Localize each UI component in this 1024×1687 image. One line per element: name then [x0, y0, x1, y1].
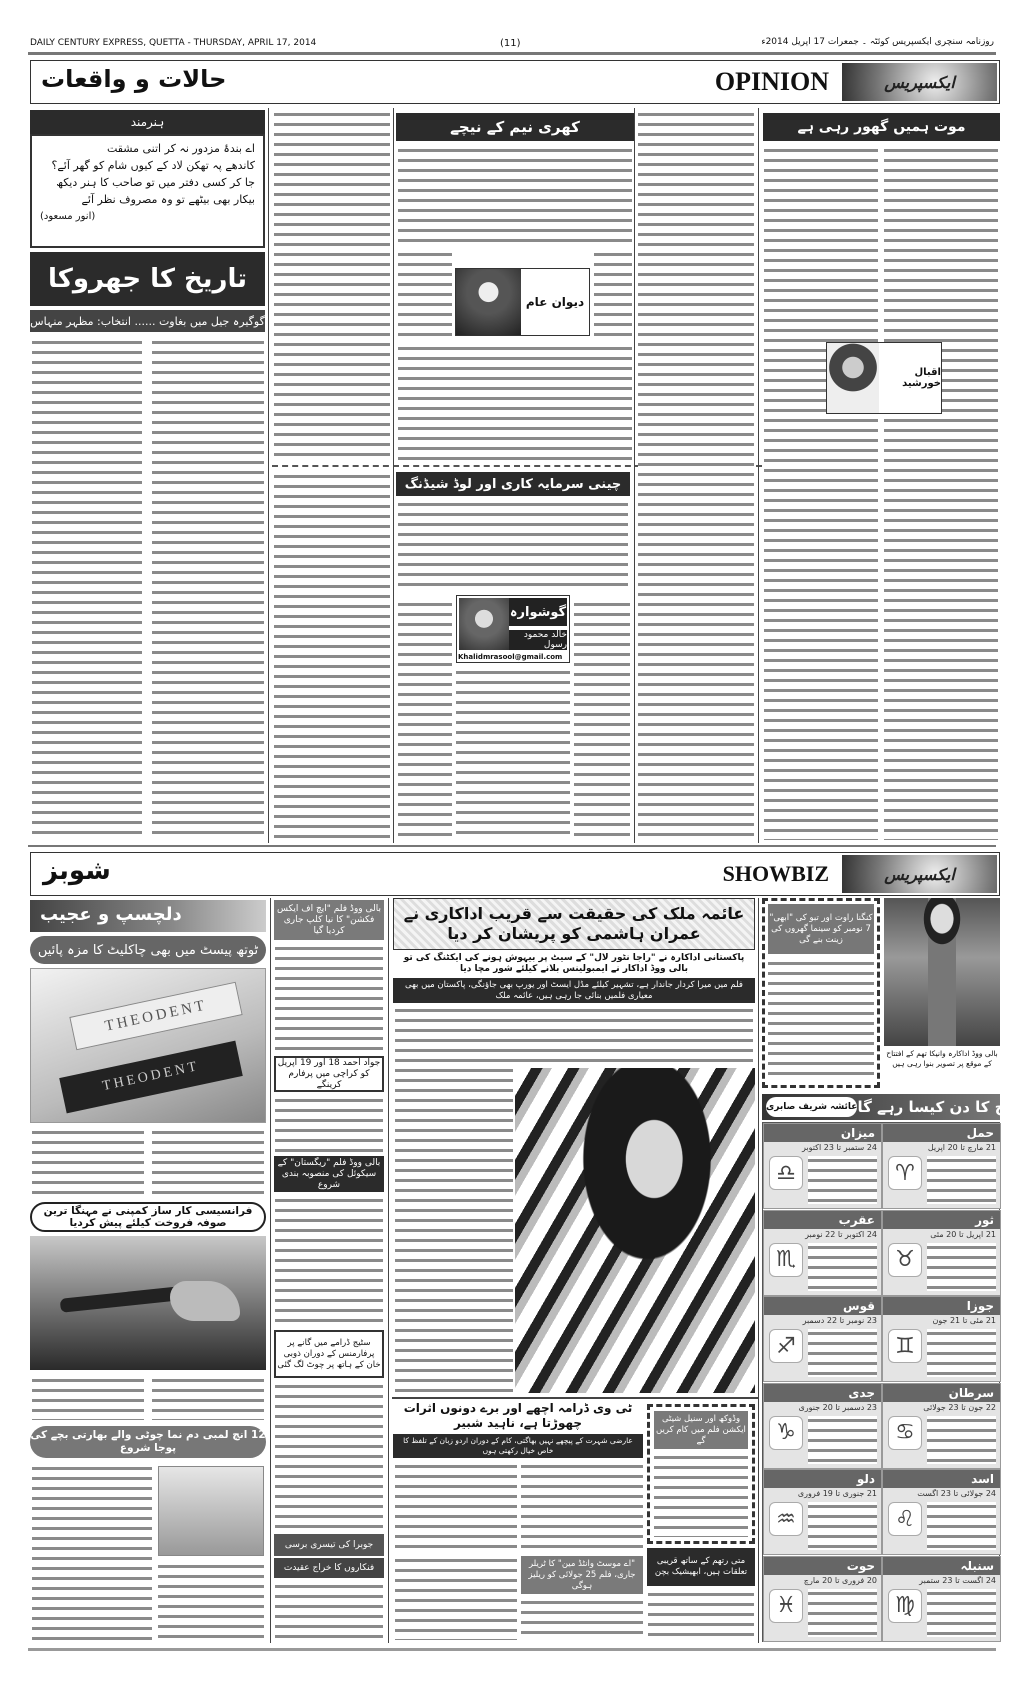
columnist-name: خالد محمود رسول	[509, 630, 567, 650]
poem-box	[30, 134, 265, 248]
article-text	[275, 1582, 383, 1640]
horoscope-sign-left	[763, 1469, 882, 1555]
sign-dates: 24 اگست تا 23 ستمبر	[919, 1575, 996, 1585]
sign-name: جوزا	[883, 1297, 1000, 1315]
sofa-image	[30, 1236, 266, 1370]
sign-text	[808, 1156, 877, 1204]
history-title: تاریخ کا جھروکا	[30, 252, 265, 306]
sign-name: سنبلہ	[883, 1557, 1000, 1575]
article-text	[275, 1096, 383, 1152]
article-text	[152, 1376, 264, 1420]
sub-headline: پاکستانی اداکارہ نے "راجا نٹور لال" کے سیٹ پر بیہوش ہونے کی ایکٹنگ کی تو بالی ووڈ اداکار نے ایمبولینس بلانے کیلئے شور مچا دیا	[403, 953, 745, 974]
article-text	[654, 1453, 748, 1537]
section-title-urdu: شوبز	[43, 856, 111, 886]
news-box	[762, 898, 880, 1088]
sign-name: قوس	[764, 1297, 881, 1315]
opinion-masthead	[30, 60, 1000, 104]
product-label: THEODENT	[69, 982, 242, 1051]
news-headline: فنکاروں کا خراج عقیدت	[274, 1558, 384, 1578]
horoscope-sign-right	[882, 1383, 1001, 1469]
headline: 12 انچ لمبی دم نما چوٹی والے بھارتی بچے کی پوجا شروع	[30, 1426, 266, 1458]
sign-dates: 24 ستمبر تا 23 اکتوبر	[801, 1143, 877, 1152]
columnist-box	[456, 595, 570, 663]
horoscope-sign-right	[882, 1210, 1001, 1296]
column-name: گوشوارہ	[509, 598, 567, 626]
columnist-photo	[459, 598, 509, 650]
product-label: THEODENT	[59, 1041, 243, 1114]
poem-line: اے بندۂ مزدور نہ کر اتنی مشقت	[106, 142, 255, 155]
sign-dates: 23 نومبر تا 22 دسمبر	[802, 1316, 877, 1325]
zodiac-icon: ♈	[888, 1156, 922, 1190]
article-text	[275, 1382, 383, 1528]
horoscope-grid	[762, 1122, 1000, 1642]
column-rule	[758, 108, 759, 843]
article-text	[152, 1128, 264, 1194]
article-text	[395, 1066, 513, 1392]
horoscope-sign-left	[763, 1383, 882, 1469]
columnist-box	[826, 342, 942, 414]
poem-line: کاندھے پہ تھکن لاد کے کیوں شام کو گھر آئے؟	[51, 159, 255, 172]
article-text	[32, 338, 142, 838]
columnist-name: اقبال خورشید	[902, 367, 941, 389]
headline: چینی سرمایہ کاری اور لوڈ شیڈنگ	[396, 472, 630, 496]
news-headline: کنگنا راوت اور تبو کی "ابھی" 7 نومبر کو سینما گھروں کی زینت بنے گی	[768, 904, 874, 954]
article-text	[158, 1562, 264, 1640]
horoscope-sign-right	[882, 1296, 1001, 1382]
article-text	[638, 110, 754, 840]
zodiac-icon: ♑	[769, 1416, 803, 1450]
sign-text	[808, 1589, 877, 1637]
column-rule	[268, 108, 269, 843]
article-text	[275, 944, 383, 1052]
poem-line: جا کر کسی دفتر میں تو صاحب کا ہنر دیکھ	[56, 176, 255, 189]
columnist-box	[455, 268, 590, 336]
article-text	[456, 668, 570, 840]
sign-text	[808, 1416, 877, 1464]
column-rule	[393, 108, 394, 843]
sign-name: ثور	[883, 1211, 1000, 1229]
horoscope-sign-right	[882, 1123, 1001, 1209]
sign-text	[927, 1416, 996, 1464]
news-headline: بالی ووڈ فلم "ریگستان" کے سیکوئل کی منصوبہ بندی شروع	[274, 1156, 384, 1192]
sign-name: دلو	[764, 1470, 881, 1488]
horoscope-sign-right	[882, 1556, 1001, 1642]
article-text	[32, 1376, 144, 1420]
horoscope-sign-left	[763, 1296, 882, 1382]
sign-name: حمل	[883, 1124, 1000, 1142]
zodiac-icon: ♍	[888, 1589, 922, 1623]
article-text	[648, 1590, 754, 1640]
headline: ٹی وی ڈرامہ اچھے اور برے دونوں اثرات چھوڑتا ہے، ناہید شبیر	[403, 1401, 633, 1430]
columnist-photo	[827, 343, 879, 413]
poem-line: بیکار بھی بیٹھے تو وہ مصروف نظر آئے	[81, 193, 255, 206]
article-text	[521, 1462, 643, 1550]
news-headline: وڈوکھ اور سنیل شیٹی ایکشن فلم میں کام کریں گے	[654, 1411, 748, 1449]
section-title-en: SHOWBIZ	[722, 861, 829, 886]
zodiac-icon: ♓	[769, 1589, 803, 1623]
article-text	[884, 146, 998, 840]
sign-text	[927, 1589, 996, 1637]
sign-name: سرطان	[883, 1384, 1000, 1402]
dateline-urdu: روزنامہ سنچری ایکسپریس کوئٹہ ۔ جمعرات 17 اپریل 2014ء	[761, 37, 994, 47]
sign-text	[808, 1502, 877, 1550]
zodiac-icon: ♎	[769, 1156, 803, 1190]
sign-name: میزان	[764, 1124, 881, 1142]
columnist-photo	[456, 269, 521, 335]
page-number: (11)	[500, 38, 521, 49]
headline: کھری نیم کے نیچے	[396, 113, 634, 141]
sign-dates: 24 اکتوبر تا 22 نومبر	[805, 1229, 877, 1239]
headline: فرانسیسی کار ساز کمپنی نے مہنگا ترین صوفہ فروخت کیلئے پیش کردیا	[30, 1202, 266, 1232]
sign-text	[808, 1243, 877, 1291]
column-rule	[634, 108, 635, 843]
article-text	[398, 344, 632, 460]
horoscope-sign-left	[763, 1123, 882, 1209]
article-text	[574, 600, 630, 840]
banner: دلچسپ و عجیب	[30, 900, 266, 932]
news-headline: جوبرا کی تیسری برسی	[274, 1534, 384, 1556]
article-text	[152, 338, 264, 838]
sofa-shape	[170, 1281, 240, 1321]
sign-dates: 20 فروری تا 20 مارچ	[803, 1575, 877, 1585]
horoscope-header	[762, 1094, 1011, 1120]
actress-photo	[515, 1068, 755, 1393]
sign-name: عقرب	[764, 1211, 881, 1229]
sign-dates: 24 جولائی تا 23 اگست	[917, 1489, 996, 1498]
article-text	[274, 472, 390, 840]
horoscope-author: عائشہ شریف صابری	[766, 1097, 857, 1117]
sign-dates: 21 جنوری تا 19 فروری	[797, 1489, 877, 1498]
zodiac-icon: ♊	[888, 1329, 922, 1363]
news-headline: بالی ووڈ فلم "ایچ اف ایکس فکشن" کا نیا کلپ جاری کردیا گیا	[274, 900, 384, 940]
news-headline: "اے موسٹ وانٹڈ مین" کا ٹریلر جاری، فلم 25 جولائی کو ریلیز ہوگی	[521, 1556, 643, 1594]
sub-headline: عارضی شہرت کے پیچھے نہیں بھاگتی، کام کے دوران اردو زبان کے تلفظ کا خاص خیال رکھتی ہوں	[393, 1434, 643, 1458]
section-title-en: OPINION	[714, 67, 829, 96]
article-text	[275, 1196, 383, 1326]
column-name: دیوان عام	[525, 295, 585, 309]
news-headline: جواد احمد 18 اور 19 اپریل کو کراچی میں پرفارم کرینگے	[274, 1056, 384, 1092]
actress-photo	[884, 898, 1000, 1046]
divider	[28, 845, 996, 847]
article-text	[521, 1598, 643, 1640]
sign-name: جدی	[764, 1384, 881, 1402]
article-text	[32, 1464, 152, 1640]
zodiac-icon: ♒	[769, 1502, 803, 1536]
sign-name: حوت	[764, 1557, 881, 1575]
sign-dates: 22 جون تا 23 جولائی	[923, 1402, 996, 1412]
article-text	[398, 600, 452, 840]
showbiz-masthead	[30, 852, 1000, 896]
section-title-urdu: حالات و واقعات	[41, 65, 227, 93]
article-text	[594, 250, 632, 340]
poem-author: (انور مسعود)	[40, 211, 96, 222]
sign-dates: 21 اپریل تا 20 مئی	[930, 1229, 996, 1239]
headline: ٹوتھ پیسٹ میں بھی چاکلیٹ کا مزہ پائیں	[30, 936, 266, 964]
dateline: DAILY CENTURY EXPRESS, QUETTA - THURSDAY, APRIL 17, 2014	[30, 38, 317, 48]
column-rule	[758, 898, 759, 1643]
article-text	[395, 1556, 517, 1640]
express-logo: ایکسپریس	[842, 63, 997, 101]
article-text	[398, 500, 628, 592]
article-text	[395, 1462, 517, 1550]
zodiac-icon: ♋	[888, 1416, 922, 1450]
main-headline: عائمہ ملک کی حقیقت سے قریب اداکاری نے عمران ہاشمی کو پریشان کر دیا	[393, 898, 755, 950]
zodiac-icon: ♉	[888, 1243, 922, 1277]
sign-dates: 21 مئی تا 21 جون	[932, 1316, 996, 1325]
photo-caption: بالی ووڈ اداکارہ وانیکا تھم کے افتتاح کے موقع پر تصویر بنوا رہی ہیں	[886, 1049, 998, 1068]
news-headline: سٹیج ڈرامے میں گانے پر پرفارمنس کے دوران ذوبی خان کے ہاتھ پر چوٹ لگ گئی	[274, 1330, 384, 1378]
article-text	[274, 110, 390, 460]
article-text	[398, 250, 452, 340]
column-rule	[388, 898, 389, 1643]
horoscope-sign-right	[882, 1469, 1001, 1555]
history-subtitle: گوگیرہ جیل میں بغاوت ...... انتخاب: مظہر منہاس	[30, 310, 265, 332]
divider	[28, 1648, 996, 1651]
columnist-email: Khalidmrasool@gmail.com	[458, 653, 563, 661]
article-text	[768, 959, 874, 1082]
news-headline: متی رتھم کے ساتھ قریبی تعلقات ہیں، ابھیشیک بچن	[647, 1548, 755, 1586]
horoscope-sign-left	[763, 1210, 882, 1296]
sign-dates: 21 مارچ تا 20 اپریل	[927, 1143, 996, 1152]
horoscope-title: آج کا دن کیسا رہے گا	[857, 1098, 1011, 1116]
article-text	[32, 1128, 144, 1194]
sign-text	[927, 1243, 996, 1291]
zodiac-icon: ♏	[769, 1243, 803, 1277]
news-box	[647, 1404, 755, 1544]
sub-headline: فلم میں میرا کردار جاندار ہے، تشہیر کیلئے مڈل ایسٹ اور یورپ بھی جاؤنگی، پاکستان میں بھی معیاری فلمیں بنائی جا رہی ہیں، عائمہ ملک	[393, 978, 755, 1003]
sign-name: اسد	[883, 1470, 1000, 1488]
divider	[28, 52, 996, 55]
horoscope-sign-left	[763, 1556, 882, 1642]
zodiac-icon: ♌	[888, 1502, 922, 1536]
article-text	[395, 1006, 753, 1062]
column-rule	[270, 898, 271, 1643]
sign-text	[808, 1329, 877, 1377]
sign-text	[927, 1502, 996, 1550]
toothpaste-image	[30, 968, 266, 1123]
sign-text	[927, 1329, 996, 1377]
divider	[392, 1397, 758, 1399]
article-text	[398, 146, 632, 246]
child-photo	[158, 1466, 264, 1556]
sign-dates: 23 دسمبر تا 20 جنوری	[798, 1402, 877, 1412]
express-logo: ایکسپریس	[842, 855, 997, 893]
zodiac-icon: ♐	[769, 1329, 803, 1363]
sign-text	[927, 1156, 996, 1204]
headline: موت ہمیں گھور رہی ہے	[763, 113, 1000, 141]
poem-title: ہنرمند	[30, 110, 265, 134]
article-text	[764, 146, 878, 840]
